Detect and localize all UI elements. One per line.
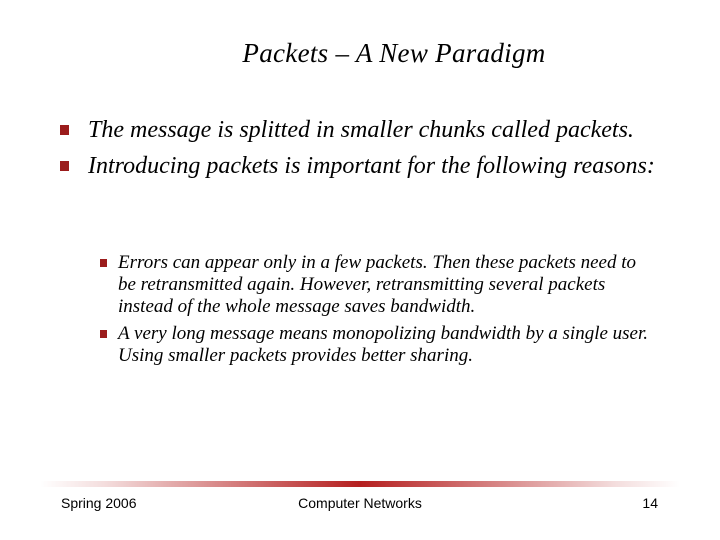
footer-divider bbox=[40, 481, 680, 487]
square-bullet-icon bbox=[60, 161, 69, 171]
square-bullet-icon bbox=[100, 259, 107, 267]
slide-title: Packets – A New Paradigm bbox=[242, 38, 546, 68]
sub-bullet-list bbox=[98, 252, 658, 372]
square-bullet-icon bbox=[60, 125, 69, 135]
sub-bullet-text: A very long message means monopolizing bandwidth by a single user. Using smaller packets provides better sharing. bbox=[118, 323, 649, 366]
footer-course: Computer Networks bbox=[298, 495, 422, 511]
square-bullet-icon bbox=[100, 330, 107, 338]
bullet-text: The message is splitted in smaller chunks called packets. bbox=[88, 117, 634, 143]
sub-bullet-item bbox=[98, 252, 658, 318]
slide-number: 14 bbox=[642, 495, 658, 511]
sub-bullet-item bbox=[98, 323, 658, 367]
bullet-list bbox=[58, 117, 678, 189]
bullet-item bbox=[58, 153, 678, 179]
bullet-item bbox=[58, 117, 678, 143]
sub-bullet-text: Errors can appear only in a few packets. Then these packets need to be retransmitted again. However, retransmitting several packets instead of the whole message saves bandwidth. bbox=[118, 252, 636, 317]
title-area bbox=[0, 0, 720, 100]
bullet-text: Introducing packets is important for the following reasons: bbox=[88, 153, 655, 179]
footer-date: Spring 2006 bbox=[61, 495, 137, 511]
